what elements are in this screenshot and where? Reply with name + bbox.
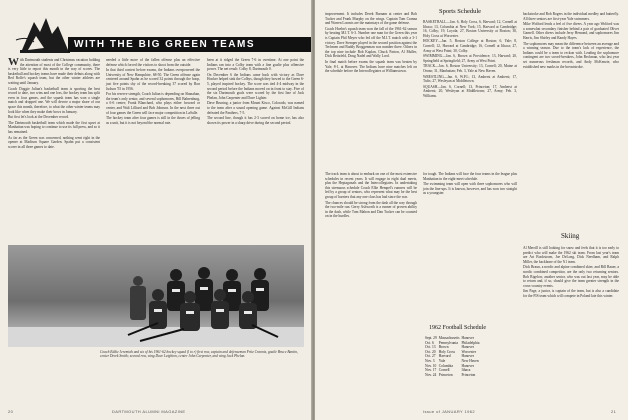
football-schedule-table <box>425 336 482 377</box>
hockey-players-image <box>8 245 304 347</box>
opponent-cell: Cornell <box>438 368 450 373</box>
paragraph: In that third contest before exams, the Indians overpowered the University of New Hampshire, 68-50. The Green offense again centered around Spahn as he scored 32 points through the hoop, just five points shy of the record-breaking 37 scored by Ron Judson '55 in 1956. <box>106 68 200 91</box>
paragraph: needed a little more of the fallen offense plus an effective defense which forced the visitors to shoot from the outside. <box>106 58 200 67</box>
site-cell: Hanover <box>461 336 474 340</box>
paragraph: The chances should be strong from the dash all the way through the two-mile run. Gerry Ashworth is a runner of proven ability in the dash, while Tom Mahon and Dan Tucker can be counted on in the hurdles. <box>325 200 417 219</box>
paragraph: Jim Page, a junior, is captain of the team, but is also a candidate for the FIS team which will compete in Poland late this winter. <box>523 289 619 298</box>
site-cell: Worcester <box>461 349 477 354</box>
paragraph: been at it ridged the Green 7-6 in overtime. At one point the Indians ran into a Colby team with a fine goalie plus offensive power. The net result: Colby 8, Dartmouth 0. <box>207 58 304 72</box>
date-cell: Nov. 3 <box>425 358 435 363</box>
paragraph: The swimming team will open with three sophomores who will join the line-ups. It is known, however, and has won two straight as a youngster. <box>423 182 517 196</box>
paragraph: Coach Doggie Julian's basketball team is sporting the best record to date, two wins and one loss, the hockey team has split even in four games, and the squash team has won a single match and dropped one. We will devote a major share of our space this month, therefore, to what the other winter teams may look like when they make their bows in January. <box>8 86 100 114</box>
section-title: WITH THE BIG GREEN TEAMS <box>74 39 255 50</box>
issue-date: Issue of JANUARY 1962 <box>423 409 476 414</box>
paragraph: The Dartmouth basketball team which made the first upset at Manhattan was hoping to continue to use its full press, and so it has remained. <box>8 120 100 134</box>
opponent-cell: Harvard <box>438 354 451 359</box>
sports-schedule-heading: Sports Schedule <box>439 8 482 15</box>
paragraph: The sophomores may mean the difference between an average and a winning season. Due to the team's lack of experience, the Indians could be a team to reckon with. Leading the sophomore contingent are two sword-breakers, John Beckman, who last year set numerous freshman records, and Andy McKenzie, who established new marks in the breaststroke. <box>523 41 619 69</box>
date-cell: Oct. 20 <box>425 349 436 354</box>
site-cell: Ithaca <box>461 368 471 373</box>
paragraph: The hockey team after four games is still in the throes of jelling as a unit, but it is not beyond the normal rate. <box>106 116 200 125</box>
paragraph: The track team is about to embark on one of the most extensive schedules in recent years. It will engage in eight dual meets, plus the Heptagonals and the Intercollegiates. In undertaking this strenuous schedule Coach Ellie Hempel's runners will be led by a group of seniors, who represent what may be the best group of harriers that any one class has had since the war. <box>325 172 417 199</box>
table-row <box>425 373 482 378</box>
paragraph: Dave Bruning, a junior from Mount Kisco, Colorado, was named to the team after a sound opening game. Against McGill Indians defeated the Panthers, 7-5. <box>207 101 304 115</box>
date-cell: Sept. 29 <box>425 336 437 340</box>
paragraph: Mike Wolford lends a feel of five divers. A year ago Wolford was a somewhat secondary finisher behind a pair of graduated Oliver Garnell. Other divers include Jerry Hemond, and sophomores Jim Harris, Jim Shirley and Randy Hayes. <box>523 22 619 40</box>
text-column-2-lower <box>423 172 517 197</box>
site-cell: Princeton <box>461 372 476 377</box>
paragraph: Coach Hoehn's squash team won the fall of the 1961-62 season by beating M.I.T. 6-3. Number one man for the Green this year is Captain Phil Meyer who led off the M.I.T. match with a 3-1 victory. Dave Stemper played in the second position against the Techmen and Buddy Broggenman was number three. Others in the top nine include Bob Kaplan, Chuck Parton, Al Muller, Dick Reitzfeld, Doug Nadel and Wally Lord. <box>325 26 417 59</box>
schedule-entry: TRACK—Jan. 6, Boston University; 13, Cornell; 20, Maine at Orono; 31, Manhattan; Feb. 3, Yale at New Haven. <box>423 64 517 73</box>
opponent-cell: Holy Cross <box>438 349 456 354</box>
schedule-entry: HOCKEY—Jan. 5, Boston College at Boston; 6, Yale; 8, Cornell; 12, Harvard at Cambridge; 16, Cornell at Ithaca; 27, Army at West Point; 30, Colby. <box>423 39 517 53</box>
paragraph: The second line, though it has 2-3 scored on home ice, has also shown its power in a sharp drive during the second period. <box>207 116 304 125</box>
paragraph: In final match before exams the squash team was beaten by Yale, 8-1, at Hanover. The Indians have nine matches left on the schedule before the Intercollegiates at Williamstown. <box>325 59 417 74</box>
schedule-entry: WRESTLING—Jan. 6, W.P.I.; 13, Amherst at Amherst; 17, Tufts; 27, Wesleyan at Middletown. <box>423 74 517 84</box>
text-column-1 <box>8 58 100 150</box>
date-cell: Nov. 10 <box>425 363 437 368</box>
schedule-entry: SQUASH—Jan. 6, Cornell; 13, Princeton; 17, Amherst at Amherst; 20, Wesleyan at Middletown; 27, Army; Feb. 3, Williams. <box>423 84 517 98</box>
date-cell: Nov. 24 <box>425 372 437 377</box>
paragraph: Al Merrill is still looking for snow and feels that it is too early to predict who will make the 1962 ski team. From last year's team are Art Bookstrom, Joe DeLong, Dick Needham, and Ralph Miller, the backbone of the '61 team. <box>523 246 619 264</box>
paragraph: But first let's look at the December record. <box>8 115 70 120</box>
table-row <box>425 336 482 341</box>
football-schedule <box>425 336 519 377</box>
text-column-3 <box>523 12 619 70</box>
schedule-entry: SWIMMING—Jan. 6, Brown at Providence; 13, Harvard; 20, Springfield at Springfield; 27, Army at West Point. <box>423 54 517 63</box>
site-cell: New Haven <box>461 358 479 363</box>
paragraph: For his reserve strength, Coach Julian is depending on Shanahan, the team's only senior, and several sophomores, Bill Bahrenburg, a 6-6 center; Frank Blanchard, who plays either forward or center, and Walt Lilliard and Bob Johnson. In the next three out of four games the Green will face major competition in LaSalle. <box>106 92 200 115</box>
opponent-cell: Princeton <box>438 372 453 377</box>
paragraph: As far as the Green was concerned, nothing went right in the opener at Madison Square Garden. Spahn put a consistent scorer in all three games to date. <box>8 135 100 149</box>
paragraph: backstroke and Bob Rogers in the individual medley and butterfly. All three seniors are first-year Yale swimmers. <box>523 12 619 21</box>
schedule-entry: BASKETBALL—Jan. 6, Holy Cross, 6, Harvard; 12, Cornell at Ithaca; 13, Columbia at New York; 15, Harvard at Cambridge; 16, Colby; 19, Loyola; 27, Boston University at Boston; 30, Holy Cross at Worcester. <box>423 20 517 38</box>
opponent-cell: Columbia <box>438 363 453 368</box>
opponent-cell: Pennsylvania <box>438 340 458 345</box>
dartmouth-tree-logo-icon <box>14 10 74 60</box>
sports-schedule <box>423 20 517 100</box>
hockey-team-photo <box>8 245 304 347</box>
date-cell: Oct. 13 <box>425 345 436 350</box>
opponent-cell: Yale <box>438 358 446 363</box>
skiing-heading: Skiing <box>561 232 580 240</box>
photo-caption: Coach Eddie Jeremiah and six of his 1961-62 hockey squad (l to r) first row, captain and defenseman Fritz Crannis, goalie Bruce Bantin, center Derek Smith; second row, wing Dave Leighton, center John Carpenter, and wing Jack Phelan. <box>100 350 298 359</box>
site-cell: Hanover <box>461 363 474 368</box>
football-schedule-heading: 1962 Football Schedule <box>429 325 486 331</box>
left-page <box>0 0 312 420</box>
date-cell: Oct. 27 <box>425 354 436 359</box>
paragraph: improvement. It includes Derek Burnam at center and Bob Tucker and Frank Murphy on the wings. Captain Tom Cranna and Warren Loomis are the mainstays of the game defense. <box>325 12 417 26</box>
paragraph: On December 6 the Indians came back with victory as Dave Hooker helped sink the Colbys, though they bowed to the Green 6-5, played inspired hockey. The score was tied 4-4 midway in the second period before the Indians moved on in front to stay. Five of the six Dartmouth goals were scored by the first line of Jack Phelan, John Carpenter and Dave Lighter. <box>207 72 304 100</box>
magazine-name: DARTMOUTH ALUMNI MAGAZINE <box>112 409 186 414</box>
text-column-3 <box>207 58 304 126</box>
skiing-text <box>523 246 619 300</box>
site-cell: Hanover <box>461 345 474 350</box>
opponent-cell: Massachusetts <box>438 336 460 340</box>
site-cell: Hanover <box>461 354 474 359</box>
right-page <box>315 0 628 420</box>
paragraph: With Dartmouth students and Christmas vacation holding the attention of most of the College community, there is very little to report this month in the way of scores. The basketball and hockey teams have made their debuts along with Red Rolfe's squash team, but the other winter athletes are waiting until January. <box>8 56 100 85</box>
date-cell: Oct. 6 <box>425 340 434 345</box>
paragraph: for tough. The Indians will face the four teams in the league plus Manhattan in the eight-meet schedule. <box>423 172 517 181</box>
paragraph: Dick Braun, a nordic and alpine combined skier, and Bill Bauer, a nordic combined competitor, are the only two returning seniors. Bob Bigelow, another senior, who was out last year, may be able to return and, if so, should give the team greater strength in the cross-country events. <box>523 265 619 288</box>
date-cell: Nov. 17 <box>425 368 437 373</box>
text-column-1 <box>325 12 417 75</box>
page-number: 20 <box>8 409 14 414</box>
opponent-cell: Brown <box>438 345 449 350</box>
text-column-1-lower <box>325 172 417 220</box>
page-number: 21 <box>611 409 617 414</box>
text-column-2 <box>106 58 200 126</box>
site-cell: Philadelphia <box>461 340 480 345</box>
